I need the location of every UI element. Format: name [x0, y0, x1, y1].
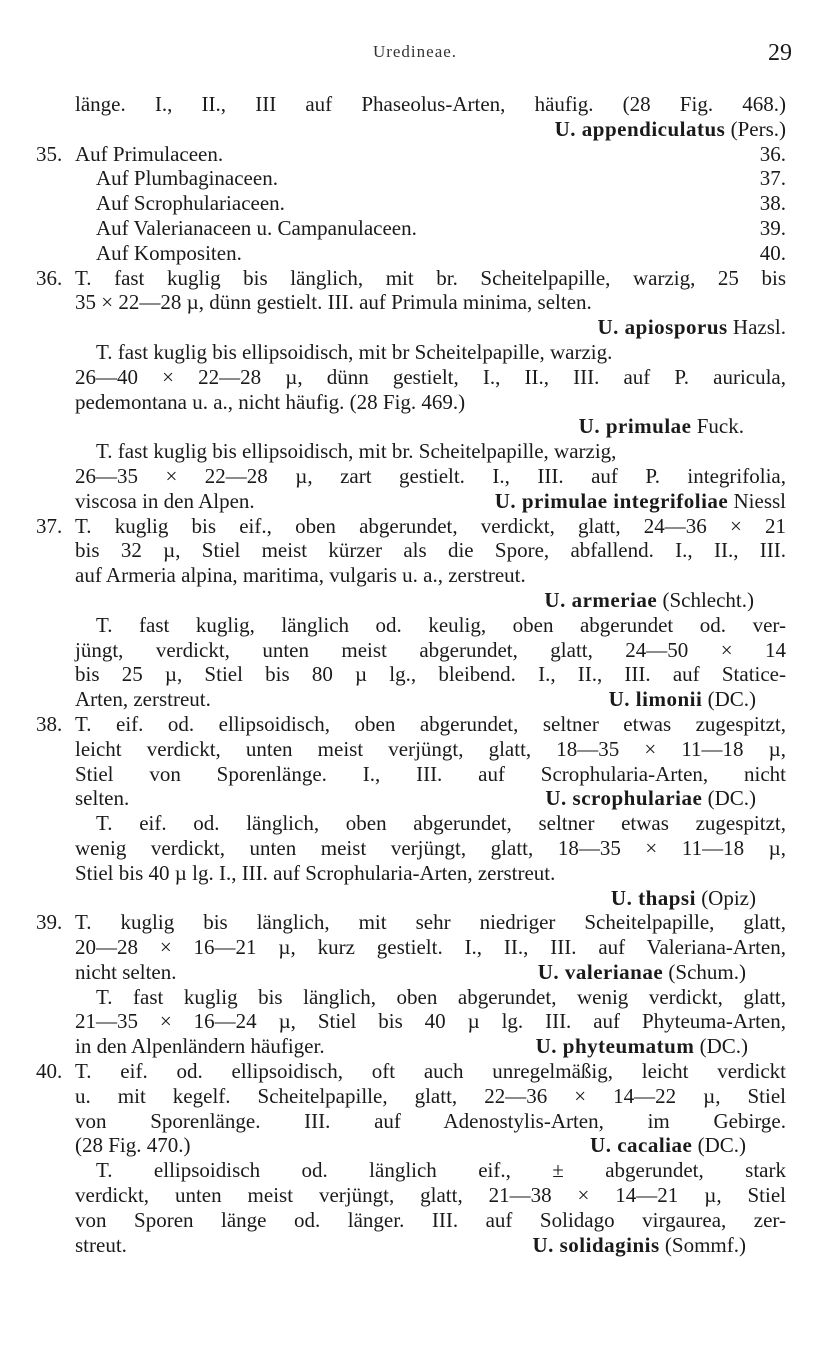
- key-entry: 40. T. eif. od. ellipsoidisch, oft auch unregelmäßig, leicht verdickt: [36, 1059, 786, 1084]
- text-line: leicht verdickt, unten meist verjüngt, glatt, 18—35 × 11—18 µ,: [75, 736, 786, 761]
- species-author: (Opiz): [701, 885, 756, 910]
- species-line: [36, 886, 786, 911]
- species-name: U. thapsi: [610, 885, 696, 910]
- key-entry: 38. T. eif. od. ellipsoidisch, oben abgerundet, seltner etwas zugespitzt,: [36, 711, 786, 736]
- species-author: (Sommf.): [664, 1232, 746, 1257]
- text-line: u. mit kegelf. Scheitelpapille, glatt, 22—36 × 14—22 µ, Stiel: [75, 1083, 786, 1108]
- key-entry: Auf Valerianaceen u. Campanulaceen. 39.: [96, 215, 786, 240]
- text-line: 26—40 × 22—28 µ, dünn gestielt, I., II., III. auf P. auricula,: [75, 364, 786, 389]
- species-name: U. cacaliae: [590, 1133, 693, 1158]
- text-line: T. fast kuglig bis länglich, oben abgerundet, wenig verdickt, glatt,: [96, 984, 786, 1009]
- species-name: U. appendiculatus: [554, 116, 726, 141]
- text-line: T. ellipsoidisch od. länglich eif., ± abgerundet, stark: [96, 1158, 786, 1183]
- key-number: 37.: [36, 513, 63, 538]
- key-entry: Auf Plumbaginaceen. 37.: [96, 166, 786, 191]
- species-author: (DC.): [707, 786, 756, 811]
- key-reference: 39.: [759, 215, 786, 240]
- text-line: pedemontana u. a., nicht häufig. (28 Fig. 469.): [75, 389, 466, 414]
- key-entry: Auf Scrophulariaceen. 38.: [96, 191, 786, 216]
- species-author: Hazsl.: [732, 315, 786, 340]
- text-line: auf Armeria alpina, maritima, vulgaris u. a., zerstreut.: [75, 563, 526, 588]
- species-line: [36, 588, 786, 613]
- text-line: T. fast kuglig, länglich od. keulig, oben abgerundet od. ver-: [96, 612, 786, 637]
- text-line: streut. U. solidaginis (Sommf.): [75, 1232, 746, 1257]
- text-line: T. fast kuglig bis ellipsoidisch, mit br Scheitelpapille, warzig.: [96, 339, 613, 364]
- text-line: in den Alpenländern häufiger. U. phyteumatum (DC.): [75, 1034, 748, 1059]
- text-line: Stiel bis 40 µ lg. I., III. auf Scrophularia-Arten, zerstreut.: [75, 860, 556, 885]
- species-name: U. phyteumatum: [535, 1034, 695, 1059]
- species-line: [36, 117, 786, 142]
- text-body: [36, 92, 786, 1257]
- text-line: jüngt, verdickt, unten meist abgerundet, glatt, 24—50 × 14: [75, 637, 786, 662]
- key-reference: 36.: [759, 141, 786, 166]
- text-line: länge. I., II., III auf Phaseolus-Arten, häufig. (28 Fig. 468.): [75, 92, 786, 116]
- text-line: 26—35 × 22—28 µ, zart gestielt. I., III. auf P. integrifolia,: [75, 463, 786, 488]
- species-author: Niessl: [733, 488, 786, 513]
- key-number: 35.: [36, 141, 63, 166]
- text-line: nicht selten. U. valerianae (Schum.): [75, 959, 746, 984]
- key-entry: 39. T. kuglig bis länglich, mit sehr niedriger Scheitelpapille, glatt,: [36, 910, 786, 935]
- page-number: 29: [768, 40, 792, 66]
- text-line: (28 Fig. 470.) U. cacaliae (DC.): [75, 1133, 746, 1158]
- text-line: Stiel von Sporenlänge. I., III. auf Scrophularia-Arten, nicht: [75, 761, 786, 786]
- text-line: von Sporenlänge. III. auf Adenostylis-Arten, im Gebirge.: [75, 1108, 786, 1133]
- species-name: U. valerianae: [537, 959, 664, 984]
- page-header: [0, 40, 830, 70]
- species-author: (Pers.): [730, 116, 786, 141]
- text-line: T. fast kuglig bis ellipsoidisch, mit br. Scheitelpapille, warzig,: [96, 439, 617, 464]
- species-author: (DC.): [697, 1133, 746, 1158]
- key-reference: 38.: [759, 191, 786, 216]
- species-line: [36, 315, 786, 340]
- species-author: (DC.): [699, 1034, 748, 1059]
- text-line: 20—28 × 16—21 µ, kurz gestielt. I., II., III. auf Valeriana-Arten,: [75, 935, 786, 960]
- key-entry: 35. Auf Primulaceen. 36.: [36, 141, 786, 166]
- text-line: von Sporen länge od. länger. III. auf Solidago virgaurea, zer-: [75, 1207, 786, 1232]
- text-line: 35 × 22—28 µ, dünn gestielt. III. auf Primula minima, selten.: [75, 290, 592, 315]
- text-line: T. eif. od. länglich, oben abgerundet, seltner etwas zugespitzt,: [96, 811, 786, 836]
- species-author: (Schlecht.): [662, 587, 754, 612]
- species-name: U. scrophulariae: [545, 786, 703, 811]
- running-head: Uredineae.: [372, 42, 458, 61]
- text-line: wenig verdickt, unten meist verjüngt, glatt, 18—35 × 11—18 µ,: [75, 835, 786, 860]
- key-reference: 40.: [759, 240, 786, 265]
- species-line: [36, 414, 786, 439]
- species-author: (DC.): [707, 687, 756, 712]
- species-author: Fuck.: [696, 414, 744, 439]
- text-line: selten. U. scrophulariae (DC.): [75, 786, 756, 811]
- key-number: 40.: [36, 1059, 63, 1084]
- species-author: (Schum.): [668, 959, 746, 984]
- species-name: U. armeriae: [544, 587, 658, 612]
- text-line: bis 32 µ, Stiel meist kürzer als die Spore, abfallend. I., II., III.: [75, 538, 786, 563]
- text-line: bis 25 µ, Stiel bis 80 µ lg., bleibend. I., II., III. auf Statice-: [75, 662, 786, 687]
- key-number: 39.: [36, 910, 63, 935]
- text-line: Arten, zerstreut. U. limonii (DC.): [75, 687, 756, 712]
- key-entry: 36. T. fast kuglig bis länglich, mit br. Scheitelpapille, warzig, 25 bis: [36, 265, 786, 290]
- species-name: U. primulae integrifoliae: [494, 488, 729, 513]
- text-line: viscosa in den Alpen. U. primulae integrifoliae Niessl: [75, 488, 786, 513]
- text-line: 21—35 × 16—24 µ, Stiel bis 40 µ lg. III. auf Phyteuma-Arten,: [75, 1009, 786, 1034]
- key-entry: Auf Kompositen. 40.: [96, 240, 786, 265]
- species-name: U. apiosporus: [597, 315, 728, 340]
- key-number: 36.: [36, 265, 63, 290]
- key-entry: 37. T. kuglig bis eif., oben abgerundet, verdickt, glatt, 24—36 × 21: [36, 513, 786, 538]
- key-number: 38.: [36, 711, 63, 736]
- text-line: verdickt, unten meist verjüngt, glatt, 21—38 × 14—21 µ, Stiel: [75, 1183, 786, 1208]
- species-name: U. solidaginis: [532, 1232, 660, 1257]
- species-name: U. limonii: [608, 687, 703, 712]
- species-name: U. primulae: [578, 414, 692, 439]
- key-reference: 37.: [759, 166, 786, 191]
